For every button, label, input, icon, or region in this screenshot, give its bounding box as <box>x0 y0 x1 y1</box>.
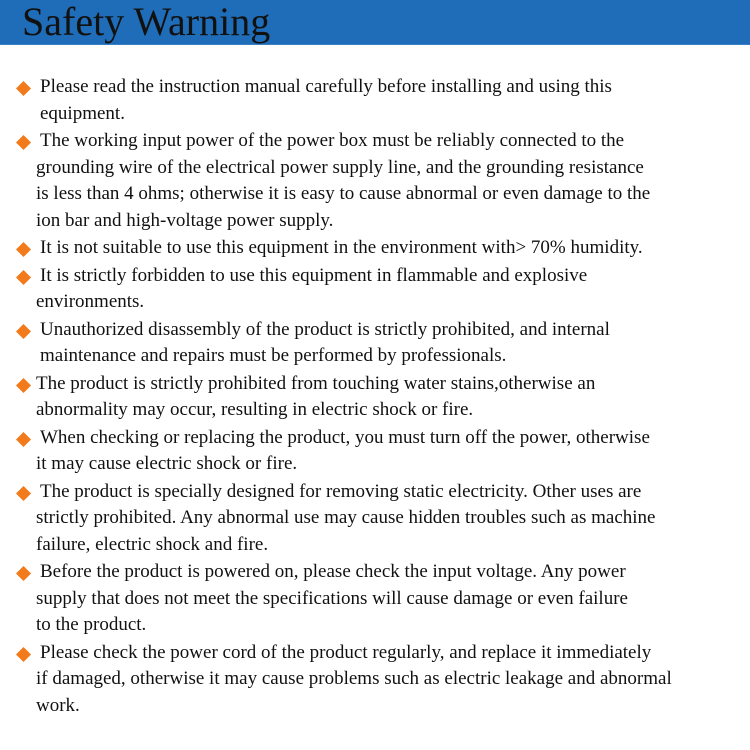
warning-text-line: it may cause electric shock or fire. <box>36 453 298 474</box>
orange-diamond-icon <box>16 242 31 257</box>
warning-text-line: supply that does not meet the specifications will cause damage or even failure <box>36 587 628 609</box>
warning-item <box>0 425 750 478</box>
header-banner <box>0 0 750 45</box>
warning-text-line: The product is specially designed for removing static electricity. Other uses are <box>40 480 642 502</box>
warning-text-line: equipment. <box>40 102 125 124</box>
warning-text-line: Unauthorized disassembly of the product is strictly prohibited, and internal <box>40 318 610 340</box>
warning-text-line: abnormality may occur, resulting in electric shock or fire. <box>36 399 474 420</box>
orange-diamond-icon <box>16 647 31 662</box>
warning-text-line: work. <box>36 694 80 716</box>
warning-text-line: to the product. <box>36 614 147 635</box>
warning-text-line: Before the product is powered on, please check the input voltage. Any power <box>40 561 626 582</box>
orange-diamond-icon <box>16 135 31 150</box>
warning-text-line: It is strictly forbidden to use this equipment in flammable and explosive <box>40 264 588 286</box>
warning-text-line: Please read the instruction manual carefully before installing and using this <box>40 76 612 97</box>
orange-diamond-icon <box>16 566 31 581</box>
page-title: Safety Warning <box>22 0 271 44</box>
orange-diamond-icon <box>16 432 31 447</box>
warning-item <box>0 128 750 234</box>
orange-diamond-icon <box>16 378 31 393</box>
warning-text-line: failure, electric shock and fire. <box>36 533 269 555</box>
warning-text-line: is less than 4 ohms; otherwise it is easy to cause abnormal or even damage to the <box>36 183 651 204</box>
orange-diamond-icon <box>16 81 31 96</box>
warning-text-line: strictly prohibited. Any abnormal use may cause hidden troubles such as machine <box>36 507 656 528</box>
warning-text-line: if damaged, otherwise it may cause problems such as electric leakage and abnormal <box>36 668 672 689</box>
safety-warning-list <box>0 74 750 720</box>
orange-diamond-icon <box>16 270 31 285</box>
warning-text-line: environments. <box>36 291 145 312</box>
warning-item <box>0 559 750 639</box>
orange-diamond-icon <box>16 486 31 501</box>
warning-text-line: The working input power of the power box must be reliably connected to the <box>40 130 625 151</box>
warning-item <box>0 371 750 424</box>
warning-item <box>0 640 750 720</box>
warning-text-line: The product is strictly prohibited from touching water stains,otherwise an <box>36 372 596 394</box>
warning-item <box>0 317 750 370</box>
warning-text-line: ion bar and high-voltage power supply. <box>36 209 334 231</box>
warning-text-line: maintenance and repairs must be performed by professionals. <box>40 345 507 366</box>
warning-item <box>0 74 750 127</box>
warning-item <box>0 235 750 262</box>
warning-text-line: Please check the power cord of the product regularly, and replace it immediately <box>40 641 652 663</box>
warning-text-line: grounding wire of the electrical power supply line, and the grounding resistance <box>36 156 644 178</box>
orange-diamond-icon <box>16 324 31 339</box>
warning-text-line: When checking or replacing the product, you must turn off the power, otherwise <box>40 426 650 448</box>
warning-item <box>0 263 750 316</box>
warning-item <box>0 479 750 559</box>
warning-text-line: It is not suitable to use this equipment in the environment with> 70% humidity. <box>40 237 643 258</box>
